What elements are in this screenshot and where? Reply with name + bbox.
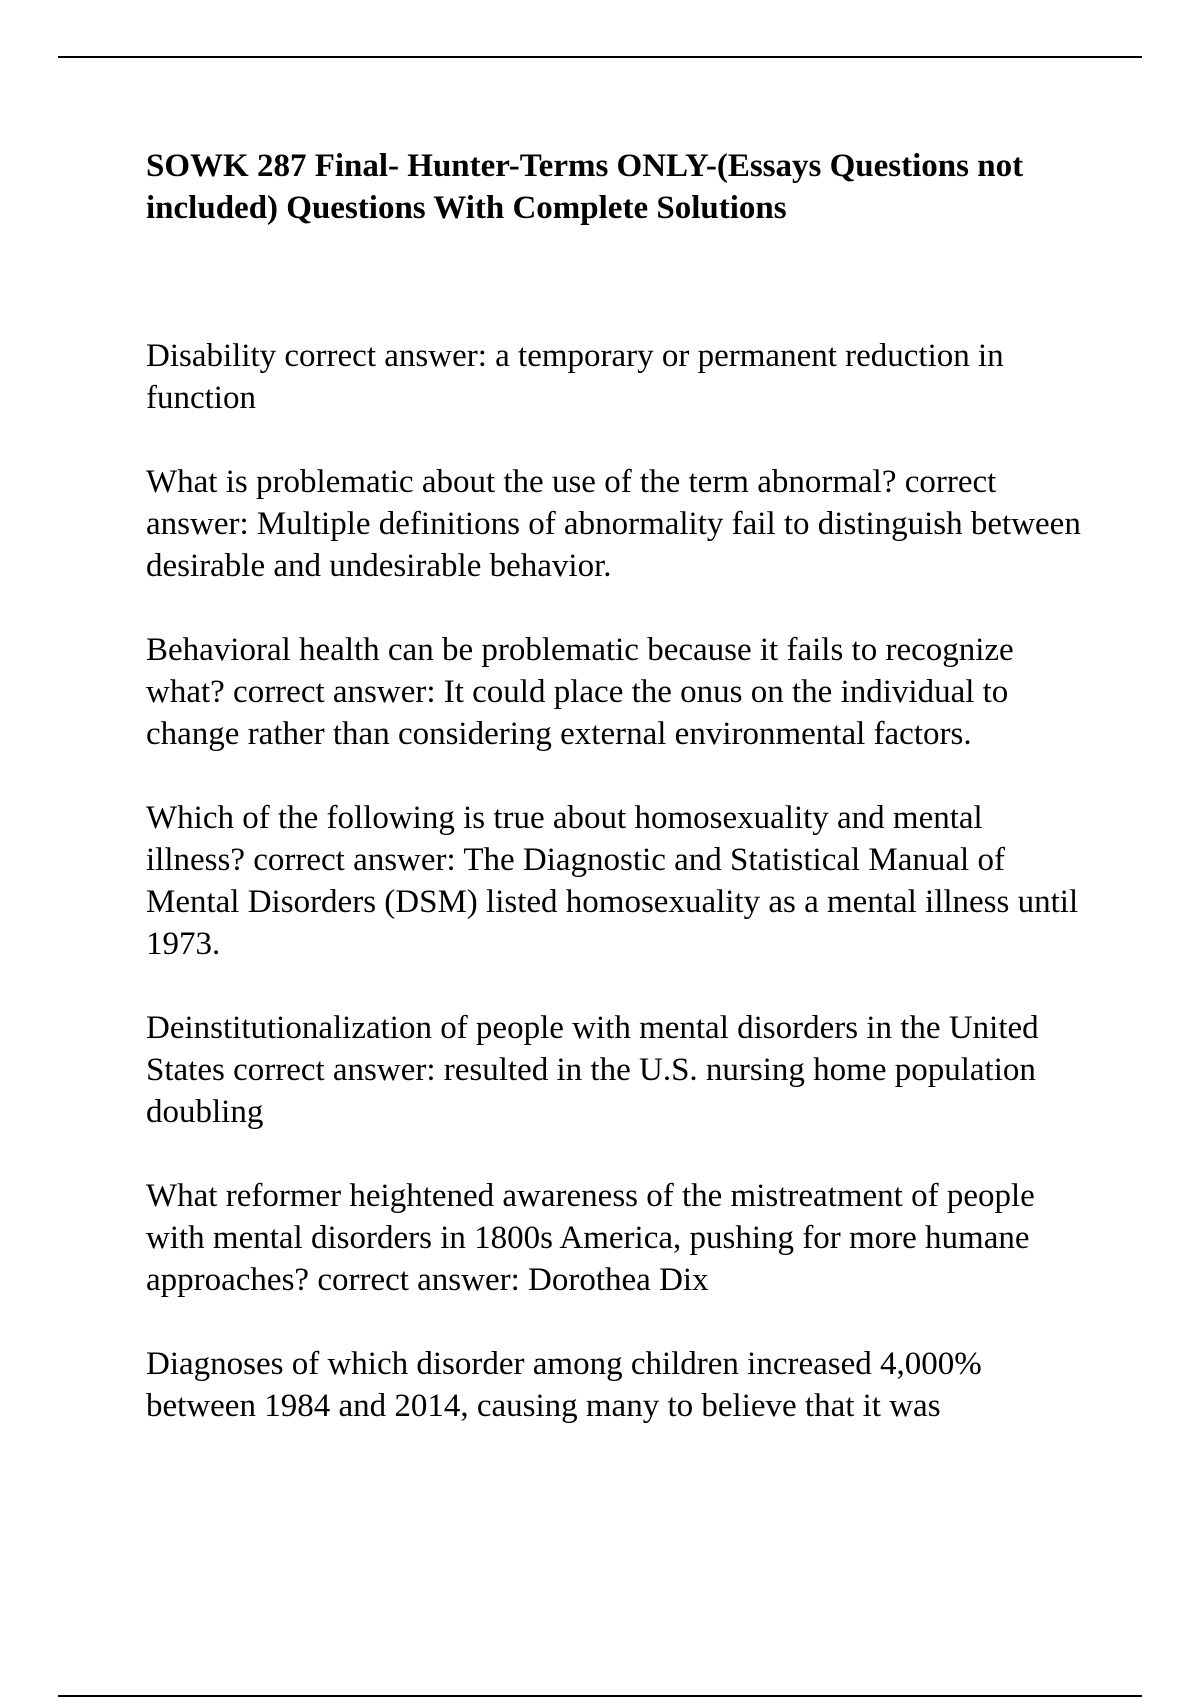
qa-item-deinstitutionalization: Deinstitutionalization of people with mental disorders in the United States correct answer: resulted in the U.S. nursing home population doubling [146, 1010, 1039, 1130]
qa-list [146, 335, 1086, 1427]
qa-item-behavioral-health: Behavioral health can be problematic because it fails to recognize what? correct answer: It could place the onus on the individual to change rather than considering external environmental factors. [146, 632, 1014, 752]
qa-item-homosexuality: Which of the following is true about homosexuality and mental illness? correct answer: The Diagnostic and Statistical Manual of Mental Disorders (DSM) listed homosexuality as a mental illness until 1973. [146, 800, 1079, 962]
qa-item-disability: Disability correct answer: a temporary or permanent reduction in function [146, 338, 1004, 416]
document-body [146, 145, 1086, 1469]
bottom-divider [58, 1695, 1142, 1697]
top-divider [58, 56, 1142, 58]
qa-item-reformer: What reformer heightened awareness of the mistreatment of people with mental disorders in 1800s America, pushing for more humane approaches? correct answer: Dorothea Dix [146, 1178, 1035, 1298]
qa-item-diagnoses: Diagnoses of which disorder among children increased 4,000% between 1984 and 2014, causing many to believe that it was [146, 1346, 982, 1424]
document-title: SOWK 287 Final- Hunter-Terms ONLY-(Essays Questions not included) Questions With Complete Solutions [146, 148, 1024, 226]
qa-item-abnormal: What is problematic about the use of the term abnormal? correct answer: Multiple definitions of abnormality fail to distinguish between desirable and undesirable behavior. [146, 464, 1081, 584]
